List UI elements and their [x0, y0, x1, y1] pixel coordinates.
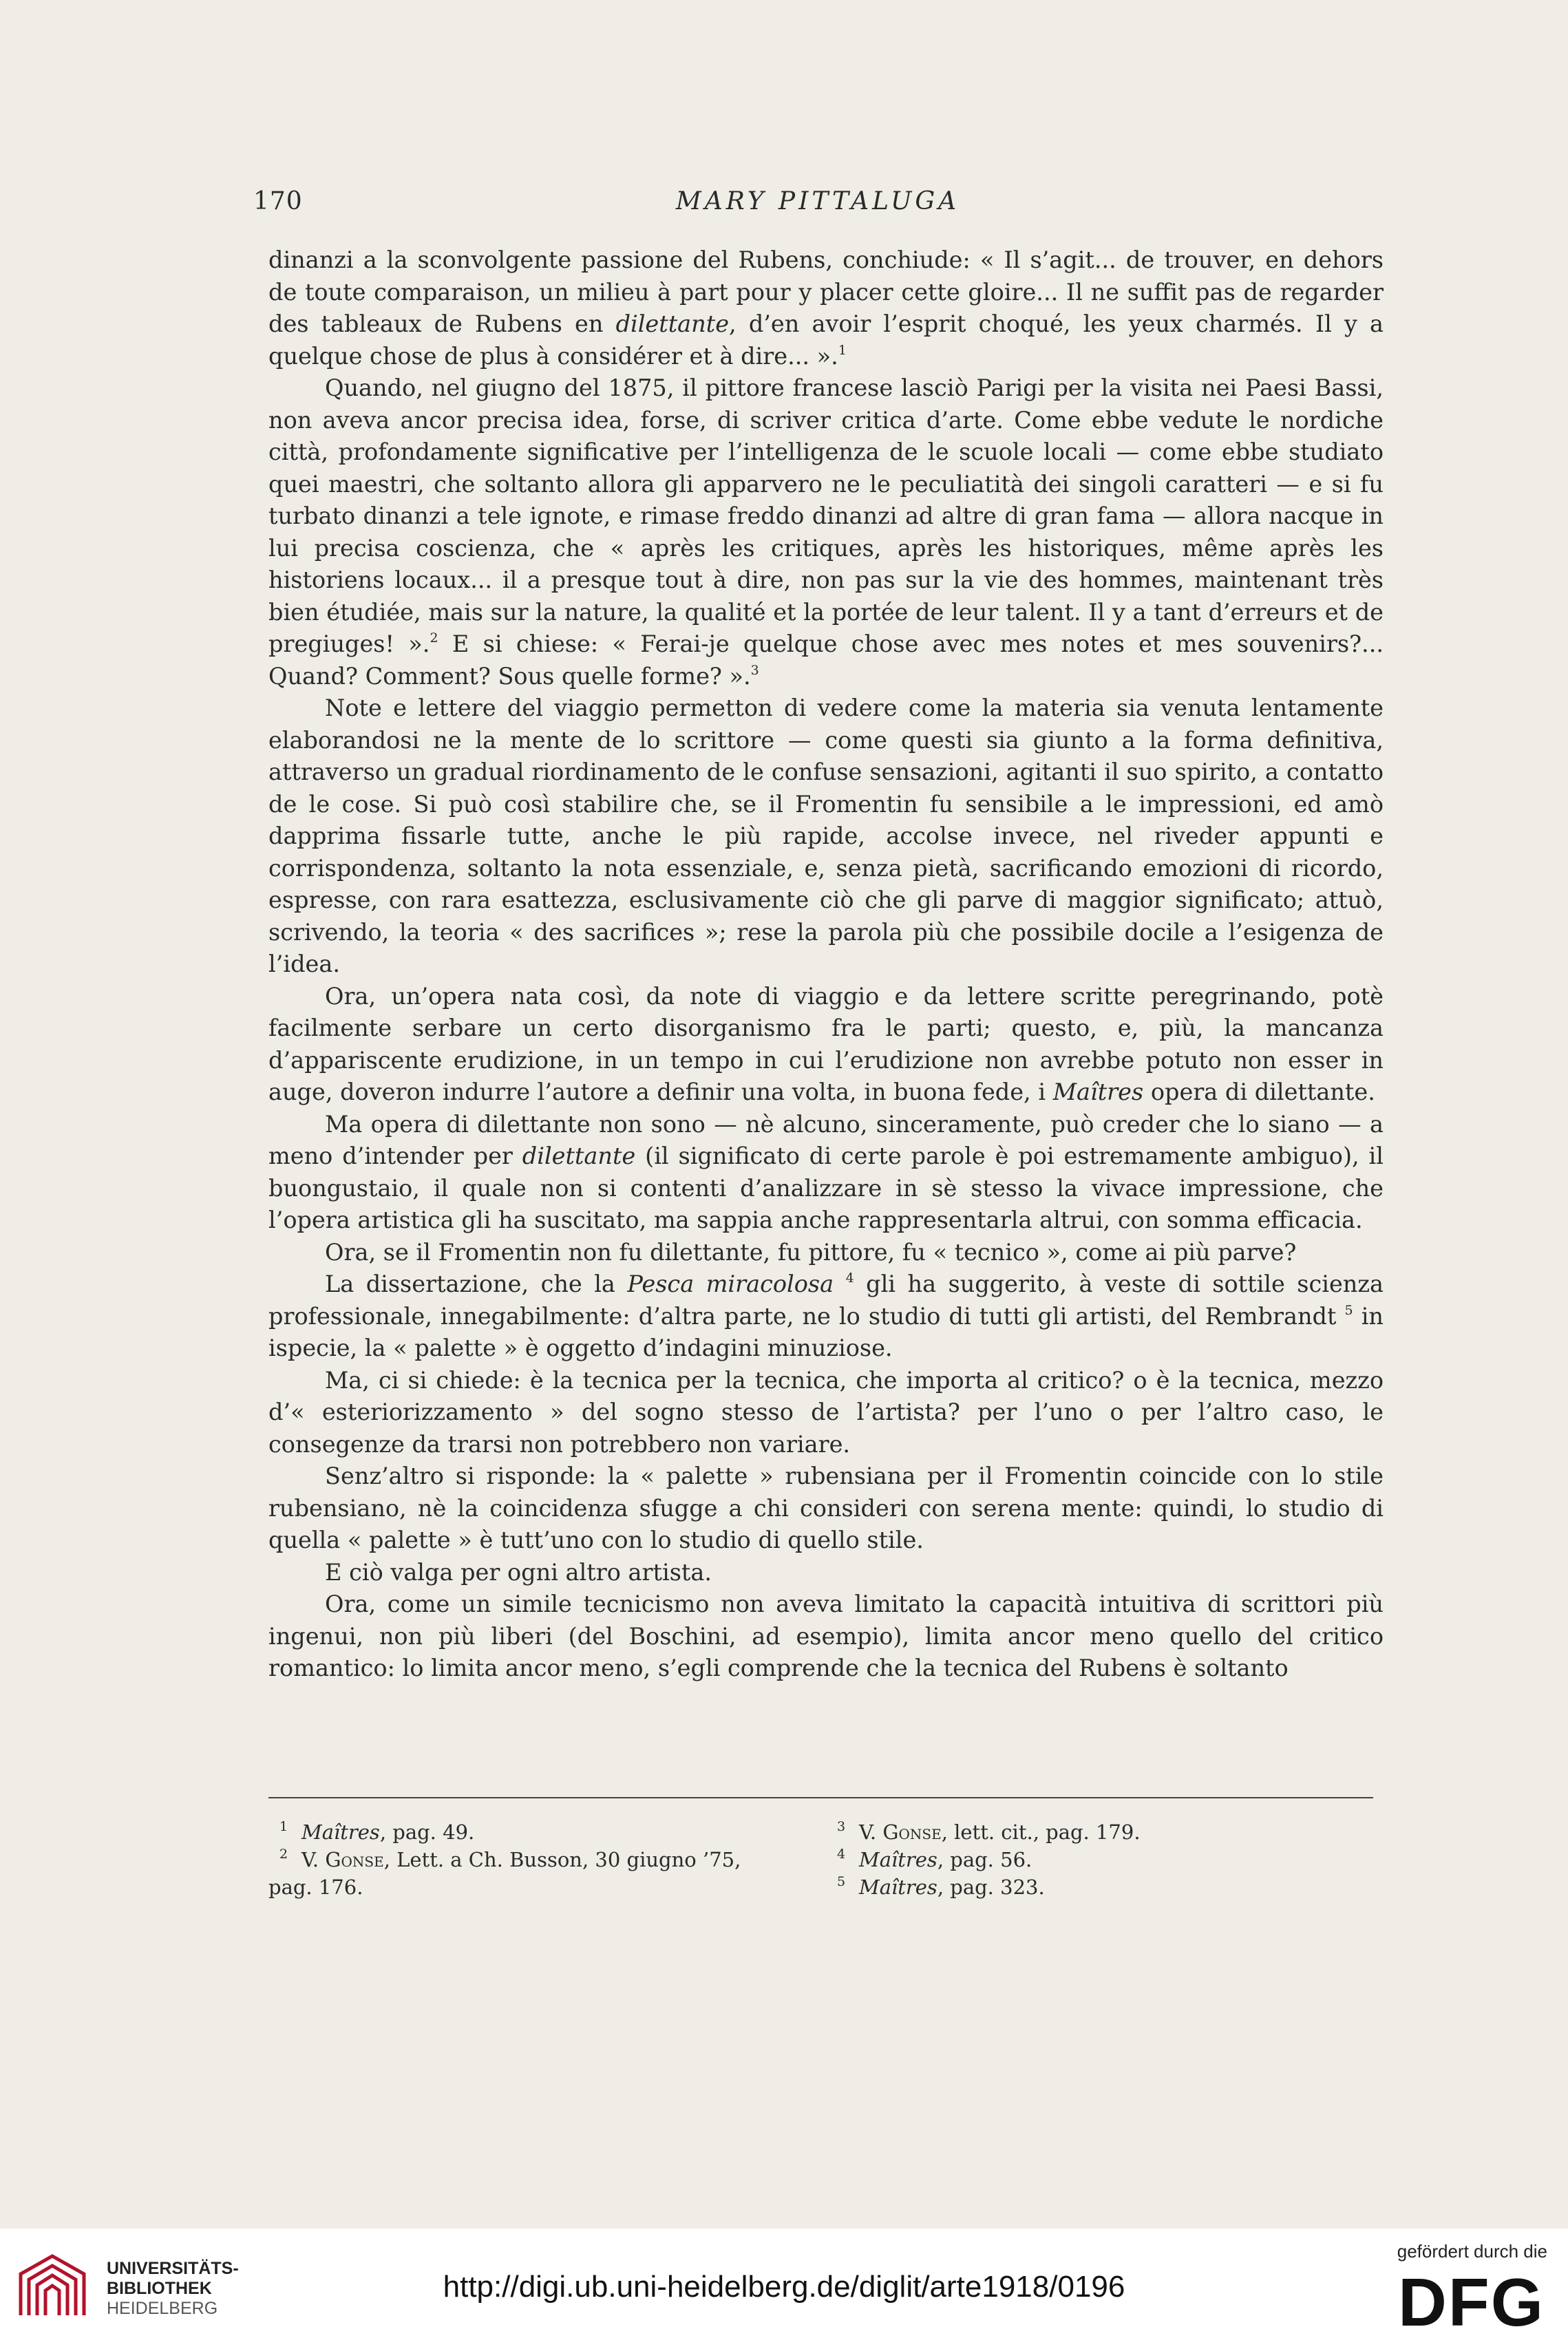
text-run: (il significato di certe parole è poi estremamente ambiguo), il buongustaio, il quale non si contenti d’analizzare in sè stesso la vivace impressione, che l’opera artistica gli ha suscitato, ma sappia anche rappresentarla altrui, con somma efficacia.: [268, 1142, 1384, 1233]
paragraph: [268, 981, 1384, 1109]
funding-caption: gefördert durch die: [1397, 2241, 1547, 2262]
footnote: [268, 1873, 805, 1901]
text-run: pag. 176.: [268, 1875, 363, 1899]
paragraph: [268, 244, 1384, 372]
italic-text: Maîtres: [301, 1820, 380, 1844]
text-run: Note e lettere del viaggio permetton di vedere come la materia sia venuta lentamente elaborandosi ne la mente de lo scrittore — come questi sia giunto a la forma definitiva, attraverso un gradual riordinamento de le confuse sensazioni, agitanti il suo spirito, a contatto de le cose. Si può così stabilire che, se il Fromentin fu sensibile a le impressioni, ed amò dapprima fissarle tutte, anche le più rapide, accolse invece, nel riveder appunti e corrispondenza, soltanto la nota essenziale, e, senza pietà, sacrificando emozioni di ricordo, espresse, con rara esattezza, esclusivamente ciò che gli parve di maggior significato; attuò, scrivendo, la teoria « des sacrifices »; rese la parola più che possibile docile a l’esigenza de l’idea.: [268, 694, 1384, 977]
running-title: MARY PITTALUGA: [675, 187, 960, 215]
footnote: [826, 1818, 1363, 1846]
italic-text: Maîtres: [859, 1848, 937, 1871]
permalink-url[interactable]: http://digi.ub.uni-heidelberg.de/diglit/arte1918/0196: [443, 2270, 1125, 2304]
footnotes-right-column: [826, 1818, 1363, 1901]
paragraph: [268, 1588, 1384, 1685]
dfg-logo: DFG: [1398, 2264, 1545, 2340]
text-run: in ispecie, la « palette » è oggetto d’indagini minuziose.: [268, 1302, 1384, 1361]
text-run: E ciò valga per ogni altro artista.: [325, 1558, 712, 1586]
library-name-line: HEIDELBERG: [107, 2299, 218, 2318]
text-run: Ora, un’opera nata così, da note di viaggio e da lettere scritte peregrinando, potè facilmente serbare un certo disorganismo fra le parti; questo, e, più, la mancanza d’appariscente erudizione, in un tempo in cui l’erudizione non avrebbe potuto non esser in auge, doveron indurre l’autore a definir una volta, in buona fede, i: [268, 982, 1384, 1105]
paragraph: [268, 1268, 1384, 1365]
footnote-number: 1: [279, 1819, 288, 1834]
text-run: gli ha suggerito, à veste di sottile scienza professionale, innegabilmente: d’altra parte, ne lo studio di tutti gli artisti, del Rembrandt: [268, 1271, 1384, 1330]
footnote-number: 3: [837, 1819, 846, 1834]
text-run: Ora, se il Fromentin non fu dilettante, fu pittore, fu « tecnico », come ai più parve?: [325, 1238, 1297, 1266]
footnote: [268, 1846, 805, 1873]
footnote-separator: [268, 1797, 1373, 1798]
library-name-line: UNIVERSITÄTS-: [107, 2259, 239, 2278]
text-run: , pag. 323.: [937, 1875, 1045, 1899]
text-run: dinanzi a la sconvolgente passione del Rubens, conchiude: « Il s’agit... de trouver, en dehors de toute comparaison, un milieu à part pour y placer cette gloire... Il ne suffit pas de regarder des tableaux de Rubens en: [268, 246, 1384, 337]
body-text: [268, 244, 1384, 1685]
viewer-footer: [0, 2229, 1568, 2349]
italic-text: dilettante: [615, 310, 730, 337]
paragraph: [268, 692, 1384, 981]
text-run: , pag. 49.: [379, 1820, 475, 1844]
library-name-line: BIBLIOTHEK: [107, 2279, 212, 2298]
paragraph: [268, 1365, 1384, 1461]
footnote: [268, 1818, 805, 1846]
footnote-number: 5: [837, 1874, 846, 1889]
text-run: , Lett. a Ch. Busson, 30 giugno ’75,: [383, 1848, 741, 1871]
text-run: V.: [301, 1848, 326, 1871]
text-run: Quando, nel giugno del 1875, il pittore francese lasciò Parigi per la visita nei Paesi Bassi, non aveva ancor precisa idea, forse, di scriver critica d’arte. Come ebbe vedute le nordiche città, profondamente significative per l’intelligenza de le scuole locali — come ebbe studiato quei maestri, che soltanto allora gli apparvero ne le peculiatità dei singoli caratteri — e si fu turbato dinanzi a tele ignote, e rimase freddo dinanzi ad altre di gran fama — allora nacque in lui precisa coscienza, che « après les critiques, après les historiques, même après les historiens locaux... il a presque tout à dire, non pas sur la vie des hommes, maintenant très bien étudiée, mais sur la nature, la qualité et la portée de leur talent. Il y a tant d’erreurs et de pregiuges! ».: [268, 374, 1384, 657]
page-header: [253, 187, 1382, 228]
text-run: Ora, come un simile tecnicismo non aveva limitato la capacità intuitiva di scrittori più ingenui, non più liberi (del Boschini, ad esempio), limita ancor meno quello del critico romantico: lo limita ancor meno, s’egli comprende che la tecnica del Rubens è soltanto: [268, 1591, 1384, 1681]
italic-text: dilettante: [522, 1142, 636, 1169]
text-run: [834, 1271, 845, 1297]
text-run: Senz’altro si risponde: la « palette » rubensiana per il Fromentin coincide con lo stile rubensiano, nè la coincidenza sfugge a chi consideri con serena mente: quindi, lo studio di quella « palette » è tutt’uno con lo studio di quello stile.: [268, 1463, 1384, 1553]
italic-text: Maîtres: [1052, 1078, 1144, 1105]
page-number: 170: [253, 187, 303, 215]
small-caps-text: Gonse: [882, 1820, 942, 1844]
text-run: , lett. cit., pag. 179.: [941, 1820, 1141, 1844]
text-run: opera di dilettante.: [1143, 1078, 1375, 1105]
text-run: Ma, ci si chiede: è la tecnica per la tecnica, che importa al critico? o è la tecnica, mezzo d’« esteriorizzamento » del sogno stesso de l’artista? per l’uno o per l’altro caso, le consegenze da trarsi non potrebbero non variare.: [268, 1366, 1384, 1458]
paragraph: [268, 1109, 1384, 1237]
italic-text: Maîtres: [859, 1875, 937, 1899]
italic-text: Pesca miracolosa: [627, 1271, 834, 1297]
paragraph: [268, 1557, 1384, 1589]
footnote-number: 2: [279, 1847, 288, 1862]
footnote-reference: 2: [430, 630, 438, 646]
footnotes-left-column: [268, 1818, 805, 1901]
paragraph: [268, 372, 1384, 692]
footnote: [826, 1846, 1363, 1873]
footnote-number: 4: [837, 1847, 846, 1862]
footnote-reference: 4: [845, 1271, 854, 1286]
text-run: E si chiese: « Ferai-je quelque chose avec mes notes et mes souvenirs?... Quand? Comment? Sous quelle forme? ».: [268, 630, 1384, 690]
text-run: V.: [859, 1820, 883, 1844]
paragraph: [268, 1460, 1384, 1557]
text-run: , d’en avoir l’esprit choqué, les yeux charmés. Il y a quelque chose de plus à considérer et à dire... ».: [268, 310, 1384, 370]
paragraph: [268, 1237, 1384, 1269]
text-run: , pag. 56.: [937, 1848, 1032, 1871]
footnote-reference: 3: [750, 662, 759, 678]
footnote-reference: 5: [1344, 1302, 1353, 1318]
footnote-reference: 1: [838, 342, 847, 358]
text-run: Ma opera di dilettante non sono — nè alcuno, sinceramente, può creder che lo siano — a meno d’intender per: [268, 1110, 1384, 1169]
text-run: La dissertazione, che la: [325, 1271, 628, 1297]
small-caps-text: Gonse: [325, 1848, 384, 1871]
footnote: [826, 1873, 1363, 1901]
